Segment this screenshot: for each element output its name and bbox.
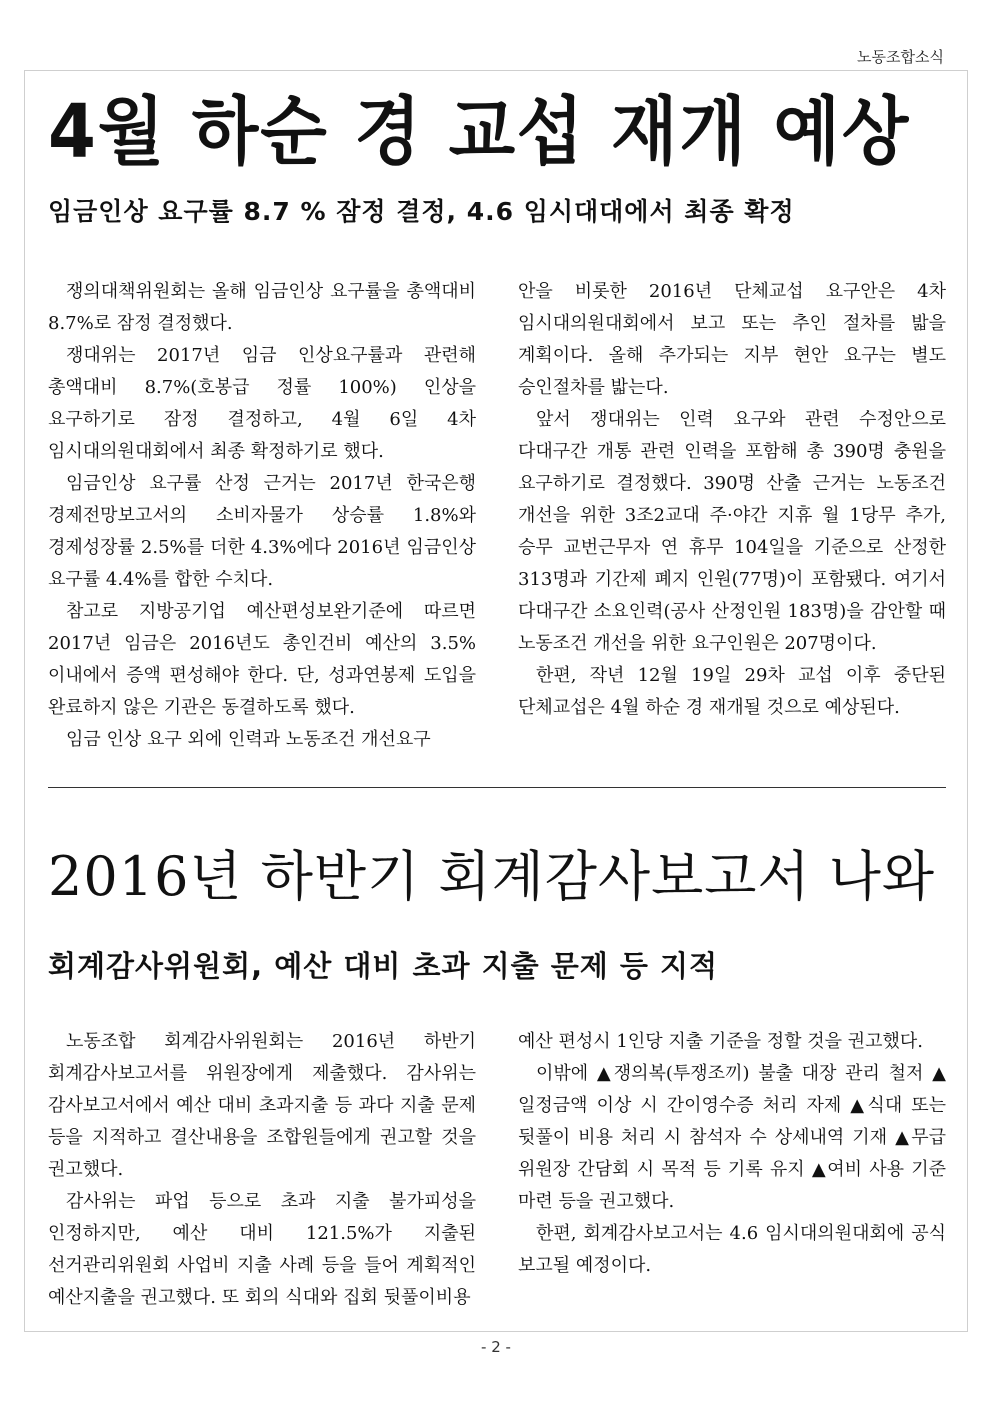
article-columns [48, 276, 946, 756]
paragraph: 임금 인상 요구 외에 인력과 노동조건 개선요구 [66, 729, 431, 750]
paragraph: 감사위는 파업 등으로 초과 지출 불가피성을 인정하지만, 예산 대비 121.5%가 지출된 선거관리위원회 사업비 지출 사례 등을 들어 계획적인 예산지출을 권고했다. 또 회의 식대와 집회 뒷풀이비용 [48, 1191, 476, 1308]
paragraph: 예산 편성시 1인당 지출 기준을 정할 것을 권고했다. [518, 1031, 923, 1052]
section-header: 노동조합소식 [857, 48, 944, 66]
article-columns [48, 1026, 946, 1314]
page-number: - 2 - [481, 1338, 511, 1356]
article-divider [48, 787, 946, 788]
paragraph: 참고로 지방공기업 예산편성보완기준에 따르면 2017년 임금은 2016년도 총인건비 예산의 3.5% 이내에서 증액 편성해야 한다. 단, 성과연봉제 도입을 완료하지 않은 기관은 동결하도록 했다. [48, 601, 476, 718]
paragraph: 노동조합 회계감사위원회는 2016년 하반기 회계감사보고서를 위원장에게 제출했다. 감사위는 감사보고서에서 예산 대비 초과지출 등 과다 지출 문제 등을 지적하고 결산내용을 조합원들에게 권고할 것을 권고했다. [48, 1031, 476, 1180]
column-left [48, 1026, 476, 1314]
paragraph: 안을 비롯한 2016년 단체교섭 요구안은 4차 임시대의원대회에서 보고 또는 추인 절차를 밟을 계획이다. 올해 추가되는 지부 현안 요구는 별도 승인절차를 밟는다. [518, 281, 946, 398]
headline: 4월 하순 경 교섭 재개 예상 [48, 89, 911, 175]
article-wage-negotiation [48, 86, 946, 756]
paragraph: 앞서 쟁대위는 인력 요구와 관련 수정안으로 다대구간 개통 관련 인력을 포함해 총 390명 충원을 요구하기로 결정했다. 390명 산출 근거는 노동조건 개선을 위한 3조2교대 주·야간 지휴 월 1당무 추가, 승무 교번근무자 연 휴무 104일을 기준으로 산정한 313명과 기간제 폐지 인원(77명)이 포함됐다. 여기서 다대구간 소요인력(공사 산정인원 183명)을 감안할 때 노동조건 개선을 위한 요구인원은 207명이다. [518, 409, 946, 654]
column-left [48, 276, 476, 756]
subheadline: 회계감사위원회, 예산 대비 초과 지출 문제 등 지적 [48, 949, 718, 983]
subheadline: 임금인상 요구률 8.7 % 잠정 결정, 4.6 임시대대에서 최종 확정 [48, 197, 795, 226]
paragraph: 임금인상 요구률 산정 근거는 2017년 한국은행 경제전망보고서의 소비자물가 상승률 1.8%와 경제성장률 2.5%를 더한 4.3%에다 2016년 임금인상 요구률 4.4%를 합한 수치다. [48, 473, 476, 590]
paragraph: 한편, 회계감사보고서는 4.6 임시대의원대회에 공식 보고될 예정이다. [518, 1223, 946, 1276]
column-right [518, 1026, 946, 1314]
headline: 2016년 하반기 회계감사보고서 나와 [48, 845, 936, 908]
column-right [518, 276, 946, 756]
paragraph: 쟁대위는 2017년 임금 인상요구률과 관련해 총액대비 8.7%(호봉급 정률 100%) 인상을 요구하기로 잠정 결정하고, 4월 6일 4차 임시대의원대회에서 최종 확정하기로 했다. [48, 345, 476, 462]
article-audit-report [48, 836, 946, 1314]
paragraph: 쟁의대책위원회는 올해 임금인상 요구률을 총액대비 8.7%로 잠정 결정했다. [48, 281, 476, 334]
paragraph: 이밖에 ▲쟁의복(투쟁조끼) 불출 대장 관리 철저 ▲일정금액 이상 시 간이영수증 처리 자제 ▲식대 또는 뒷풀이 비용 처리 시 참석자 수 상세내역 기재 ▲무급 위원장 간담회 시 목적 등 기록 유지 ▲여비 사용 기준 마련 등을 권고했다. [518, 1063, 946, 1212]
paragraph: 한편, 작년 12월 19일 29차 교섭 이후 중단된 단체교섭은 4월 하순 경 재개될 것으로 예상된다. [518, 665, 946, 718]
